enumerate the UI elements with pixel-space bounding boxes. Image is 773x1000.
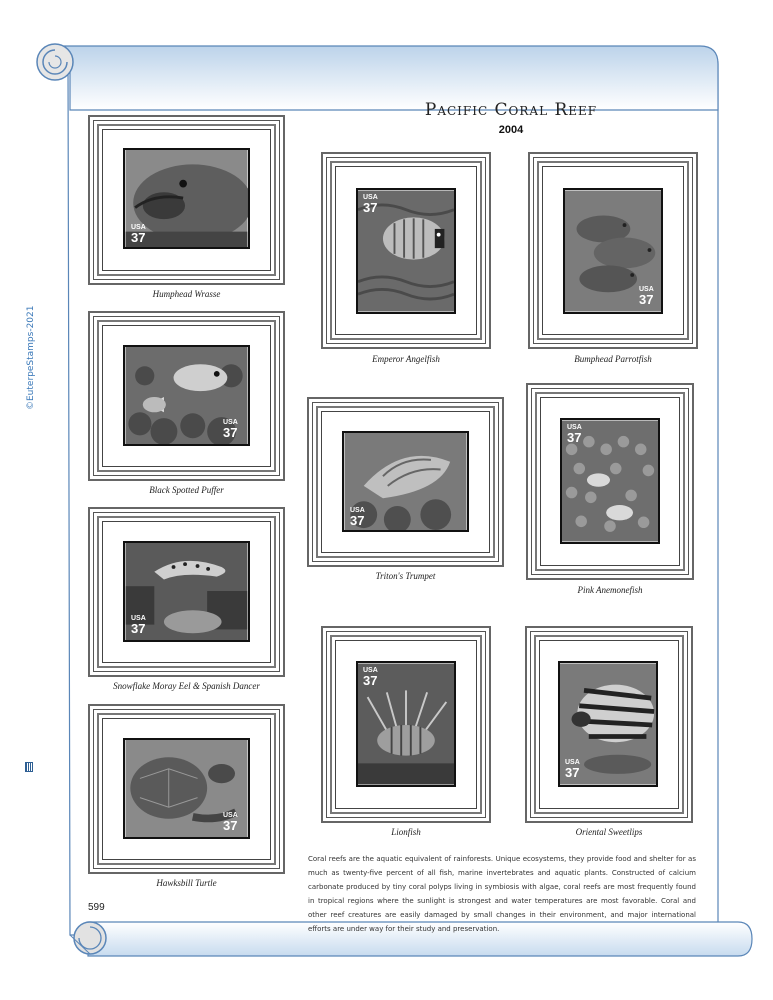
stamp-country: USA [131, 615, 146, 622]
stamp-image-tritons-trumpet [342, 431, 469, 532]
stamp-caption: Oriental Sweetlips [575, 827, 643, 837]
stamp-image-lionfish [356, 661, 456, 787]
copyright-text: ©EuterpeStamps-2021 [26, 305, 36, 410]
page-number: 599 [88, 902, 105, 913]
stamp-value: 37 [363, 200, 378, 215]
stamp-caption: Black Spotted Puffer [149, 485, 224, 495]
barcode-icon [25, 762, 33, 772]
stamp-country: USA [131, 224, 146, 231]
stamp-value: 37 [363, 673, 378, 688]
stamp-image-oriental-sweetlips [558, 661, 658, 787]
stamp-value: 37 [565, 765, 580, 780]
stamp-caption: Emperor Angelfish [372, 354, 440, 364]
stamp-caption: Humphead Wrasse [152, 289, 221, 299]
stamp-country: USA [363, 667, 378, 674]
stamp-caption: Hawksbill Turtle [156, 878, 217, 888]
stamp-country: USA [223, 419, 238, 426]
stamp-image-bumphead-parrotfish [563, 188, 663, 314]
issue-year: 2004 [498, 124, 524, 136]
stamp-caption: Snowflake Moray Eel & Spanish Dancer [113, 681, 260, 691]
page-title: Pacific Coral Reef [424, 100, 598, 120]
stamp-country: USA [567, 424, 582, 431]
stamp-image-pink-anemonefish [560, 418, 660, 544]
stamp-value: 37 [131, 230, 146, 245]
description-text: Coral reefs are the aquatic equivalent of rainforests. Unique ecosystems, they provide food and shelter for as much as twenty-five percent of all fish, marine invertebrates and aquatic plants. Constructed of calcium carbonate produced by tiny coral polyps living in symbiosis with algae, coral reefs are most frequently found in tropical regions where the sunlight is strongest and water temperatures are most favorable. Coral and other reef creatures are easily damaged by small changes in their environment, and major international efforts are under way for their study and preservation. [308, 855, 696, 933]
stamp-caption: Pink Anemonefish [577, 585, 643, 595]
stamp-value: 37 [223, 425, 238, 440]
stamp-caption: Lionfish [391, 827, 421, 837]
stamp-value: 37 [350, 513, 365, 528]
stamp-country: USA [350, 507, 365, 514]
stamp-country: USA [363, 194, 378, 201]
stamp-caption: Triton's Trumpet [375, 571, 436, 581]
stamp-value: 37 [567, 430, 582, 445]
stamp-image-hawksbill-turtle [123, 738, 250, 839]
stamp-country: USA [223, 812, 238, 819]
stamp-image-black-spotted-puffer [123, 345, 250, 446]
stamp-value: 37 [131, 621, 146, 636]
stamp-country: USA [639, 286, 654, 293]
stamp-country: USA [565, 759, 580, 766]
stamp-image-snowflake-moray-eel [123, 541, 250, 642]
stamp-image-emperor-angelfish [356, 188, 456, 314]
stamp-value: 37 [223, 818, 238, 833]
stamp-value: 37 [639, 292, 654, 307]
stamp-image-humphead-wrasse [123, 148, 250, 249]
stamp-caption: Bumphead Parrotfish [574, 354, 652, 364]
